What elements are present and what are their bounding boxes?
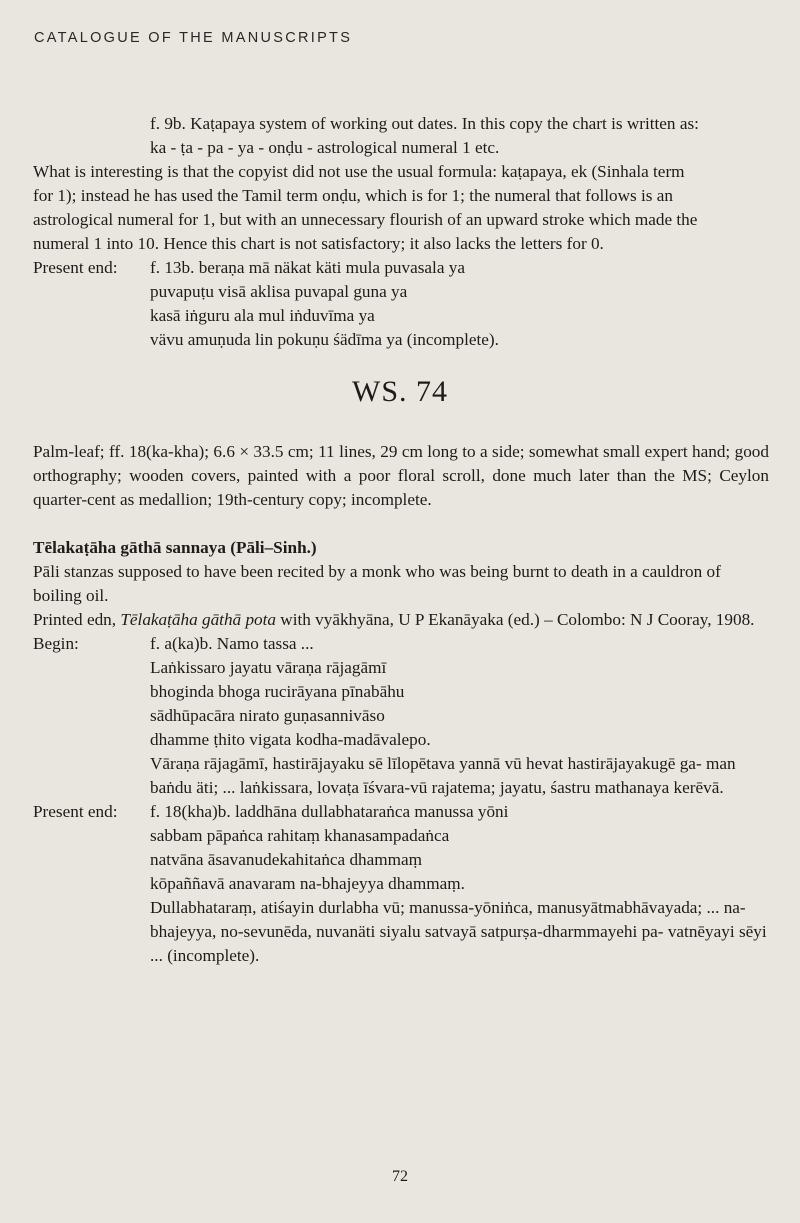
section-ws74 xyxy=(33,440,769,968)
verse-line: kasā iṅguru ala mul iṅduvīma ya xyxy=(150,306,375,325)
verse-line: bhoginda bhoga rucirāyana pīnabāhu xyxy=(150,682,405,701)
verse-line: sabbam pāpaṅca rahitaṃ khanasampadaṅca xyxy=(150,826,450,845)
present-end-block xyxy=(33,256,769,352)
printed-prefix: Printed edn, xyxy=(33,610,121,629)
text-line: numeral 1 into 10. Hence this chart is not satisfactory; it also lacks the letters for 0. xyxy=(33,234,604,253)
entry-summary: Pāli stanzas supposed to have been recited by a monk who was being burnt to death in a cauldron of boiling oil. xyxy=(33,562,721,605)
text-line: What is interesting is that the copyist did not use the usual formula: kaṭapaya, ek (Sinhala term xyxy=(33,162,685,181)
verse-line: puvapuṭu visā aklisa puvapal guna ya xyxy=(150,282,408,301)
page-number: 72 xyxy=(392,1168,408,1185)
physical-description: Palm-leaf; ff. 18(ka-kha); 6.6 × 33.5 cm; 11 lines, 29 cm long to a side; somewhat small expert hand; good orthography; wooden covers, painted with a poor floral scroll, done much later than the MS; Ceylon quarter-cent as medallion; 19th-century copy; incomplete. xyxy=(33,442,769,509)
begin-label: Begin: xyxy=(33,634,79,653)
printed-title: Tēlakaṭāha gāthā pota xyxy=(120,610,276,629)
verse-line: sādhūpacāra nirato guṇasannivāso xyxy=(150,706,385,725)
begin-text xyxy=(150,632,769,800)
entry-title: Tēlakaṭāha gāthā sannaya (Pāli–Sinh.) xyxy=(33,538,317,557)
verse-line: natvāna āsavanudekahitaṅca dhammaṃ xyxy=(150,850,423,869)
text-line: ka - ṭa - pa - ya - onḍu - astrological numeral 1 etc. xyxy=(150,138,500,157)
begin-gloss: Vāraṇa rājagāmī, hastirājayaku sē līlopētava yannā vū hevat hastirājayakugē ga- man baṅdu äti; ... laṅkissara, lovaṭa īśvara-vū rajatema; jayatu, śastru mathanaya kerēvā. xyxy=(150,754,736,797)
running-head: CATALOGUE OF THE MANUSCRIPTS xyxy=(34,30,353,46)
manuscript-heading: WS. 74 xyxy=(352,375,448,408)
verse-line: f. a(ka)b. Namo tassa ... xyxy=(150,634,314,653)
verse-line: f. 18(kha)b. laddhāna dullabhataraṅca manussa yōni xyxy=(150,802,509,821)
section-katapaya xyxy=(33,112,769,352)
present-end-gloss: Dullabhataraṃ, atiśayin durlabha vū; manussa-yōniṅca, manusyātmabhāvayada; ... na-bhajeyya, no-sevunēda, nuvanäti siyalu satvayā satpurṣa-dharmmayehi pa- vatnēyayi sēyi ... (incomplete). xyxy=(150,898,767,965)
verse-line: f. 13b. beraṇa mā näkat käti mula puvasala ya xyxy=(150,258,465,277)
printed-suffix: with vyākhyāna, U P Ekanāyaka (ed.) – Colombo: N J Cooray, 1908. xyxy=(276,610,755,629)
begin-block xyxy=(33,632,769,800)
text-line: astrological numeral for 1, but with an unnecessary flourish of an upward stroke which made the xyxy=(33,210,698,229)
present-end-block xyxy=(33,800,769,968)
present-end-label: Present end: xyxy=(33,258,118,277)
present-end-text xyxy=(150,800,769,968)
verse-line: Laṅkissaro jayatu vāraṇa rājagāmī xyxy=(150,658,387,677)
verse-line: dhamme ṭhito vigata kodha-madāvalepo. xyxy=(150,730,431,749)
katapaya-paragraph xyxy=(33,112,769,256)
printed-edition xyxy=(33,608,769,632)
present-end-label: Present end: xyxy=(33,802,118,821)
verse-line: vävu amuṇuda lin pokuṇu śädīma ya (incomplete). xyxy=(150,330,499,349)
present-end-verse xyxy=(150,256,769,352)
text-line: for 1); instead he has used the Tamil term onḍu, which is for 1; the numeral that follows is an xyxy=(33,186,674,205)
verse-line: kōpaññavā anavaram na-bhajeyya dhammaṃ. xyxy=(150,874,465,893)
text-line: f. 9b. Kaṭapaya system of working out dates. In this copy the chart is written as: xyxy=(150,114,699,133)
